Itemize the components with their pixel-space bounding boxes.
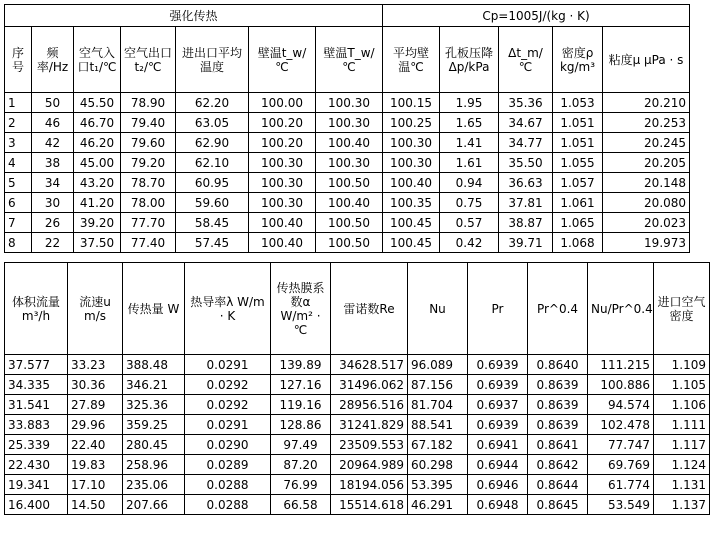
table-cell: 1.053 xyxy=(553,93,603,113)
col-header: 壁温T_w/℃ xyxy=(316,27,383,93)
col-header: 序号 xyxy=(5,27,32,93)
table-cell: 39.20 xyxy=(74,213,121,233)
table-cell: 37.50 xyxy=(74,233,121,253)
table-cell: 69.769 xyxy=(588,455,654,475)
table-cell: 31496.062 xyxy=(331,375,408,395)
table-cell: 0.8640 xyxy=(528,355,588,375)
table-row xyxy=(5,355,710,375)
table-cell: 100.40 xyxy=(383,173,440,193)
col-header: 热导率λ W/m · K xyxy=(185,263,271,355)
table-cell: 46 xyxy=(32,113,74,133)
table-cell: 0.6946 xyxy=(468,475,528,495)
table-cell: 8 xyxy=(5,233,32,253)
table-cell: 0.6944 xyxy=(468,455,528,475)
col-header: 空气出口t₂/℃ xyxy=(121,27,176,93)
table-cell: 39.71 xyxy=(499,233,553,253)
table-cell: 1.124 xyxy=(654,455,710,475)
table-cell: 0.0288 xyxy=(185,475,271,495)
table-cell: 0.0292 xyxy=(185,375,271,395)
table-cell: 100.40 xyxy=(249,213,316,233)
col-header: Pr^0.4 xyxy=(528,263,588,355)
table-cell: 53.395 xyxy=(408,475,468,495)
table-cell: 16.400 xyxy=(5,495,68,515)
table-cell: 14.50 xyxy=(68,495,123,515)
col-header: Pr xyxy=(468,263,528,355)
table-cell: 5 xyxy=(5,173,32,193)
table-cell: 20964.989 xyxy=(331,455,408,475)
table-cell: 61.774 xyxy=(588,475,654,495)
table-cell: 100.30 xyxy=(383,153,440,173)
table-cell: 96.089 xyxy=(408,355,468,375)
col-header: 进口空气密度 xyxy=(654,263,710,355)
table-cell: 15514.618 xyxy=(331,495,408,515)
table-cell: 60.298 xyxy=(408,455,468,475)
table-cell: 20.023 xyxy=(603,213,690,233)
table-cell: 87.20 xyxy=(271,455,331,475)
table-cell: 53.549 xyxy=(588,495,654,515)
table-cell: 388.48 xyxy=(123,355,185,375)
table-cell: 26 xyxy=(32,213,74,233)
table-row xyxy=(5,153,690,173)
table-cell: 19.341 xyxy=(5,475,68,495)
table-cell: 59.60 xyxy=(176,193,249,213)
table-cell: 100.45 xyxy=(383,213,440,233)
col-header: 孔板压降Δp/kPa xyxy=(440,27,499,93)
table-cell: 1.109 xyxy=(654,355,710,375)
table-cell: 78.90 xyxy=(121,93,176,113)
table-row xyxy=(5,213,690,233)
table-cell: 79.60 xyxy=(121,133,176,153)
table-cell: 81.704 xyxy=(408,395,468,415)
table-cell: 45.50 xyxy=(74,93,121,113)
table-row xyxy=(5,475,710,495)
table-cell: 38 xyxy=(32,153,74,173)
table-cell: 0.0291 xyxy=(185,355,271,375)
table-cell: 46.70 xyxy=(74,113,121,133)
table-cell: 88.541 xyxy=(408,415,468,435)
table-cell: 0.6939 xyxy=(468,355,528,375)
table-cell: 0.57 xyxy=(440,213,499,233)
table-cell: 1.065 xyxy=(553,213,603,233)
table-cell: 38.87 xyxy=(499,213,553,233)
table-cell: 0.0289 xyxy=(185,455,271,475)
table-cell: 0.94 xyxy=(440,173,499,193)
table-row xyxy=(5,133,690,153)
table-cell: 34628.517 xyxy=(331,355,408,375)
experiment-table-2 xyxy=(4,262,710,515)
table-cell: 25.339 xyxy=(5,435,68,455)
col-header: 体积流量 m³/h xyxy=(5,263,68,355)
table-cell: 1.65 xyxy=(440,113,499,133)
table-cell: 100.40 xyxy=(316,193,383,213)
table-cell: 128.86 xyxy=(271,415,331,435)
table-cell: 22 xyxy=(32,233,74,253)
table-cell: 0.8642 xyxy=(528,455,588,475)
table-cell: 100.20 xyxy=(249,113,316,133)
table-row xyxy=(5,435,710,455)
table-cell: 34 xyxy=(32,173,74,193)
table-cell: 100.20 xyxy=(249,133,316,153)
table-cell: 1.106 xyxy=(654,395,710,415)
table-row xyxy=(5,113,690,133)
table-cell: 20.205 xyxy=(603,153,690,173)
table-cell: 0.6941 xyxy=(468,435,528,455)
table-cell: 1.068 xyxy=(553,233,603,253)
table-cell: 258.96 xyxy=(123,455,185,475)
table-cell: 18194.056 xyxy=(331,475,408,495)
table-cell: 31.541 xyxy=(5,395,68,415)
table-cell: 37.577 xyxy=(5,355,68,375)
table-cell: 22.430 xyxy=(5,455,68,475)
table-cell: 100.886 xyxy=(588,375,654,395)
table-cell: 29.96 xyxy=(68,415,123,435)
table-cell: 20.080 xyxy=(603,193,690,213)
table-row xyxy=(5,193,690,213)
table-cell: 0.0292 xyxy=(185,395,271,415)
table-cell: 127.16 xyxy=(271,375,331,395)
table-cell: 119.16 xyxy=(271,395,331,415)
table-cell: 36.63 xyxy=(499,173,553,193)
table-cell: 41.20 xyxy=(74,193,121,213)
table-cell: 0.6939 xyxy=(468,375,528,395)
table-cell: 100.40 xyxy=(316,133,383,153)
table-cell: 27.89 xyxy=(68,395,123,415)
table-row xyxy=(5,375,710,395)
table-cell: 4 xyxy=(5,153,32,173)
table-cell: 77.70 xyxy=(121,213,176,233)
table-cell: 1.131 xyxy=(654,475,710,495)
table-cell: 30 xyxy=(32,193,74,213)
table-cell: 100.50 xyxy=(316,233,383,253)
table-cell: 0.8639 xyxy=(528,375,588,395)
table-cell: 1.057 xyxy=(553,173,603,193)
table-title-left: 强化传热 xyxy=(5,5,383,27)
table-cell: 0.0291 xyxy=(185,415,271,435)
table-cell: 359.25 xyxy=(123,415,185,435)
table-cell: 78.00 xyxy=(121,193,176,213)
table-cell: 100.15 xyxy=(383,93,440,113)
table-title-right: Cp=1005J/(kg · K) xyxy=(383,5,690,27)
table-row xyxy=(5,455,710,475)
col-header: 平均壁温℃ xyxy=(383,27,440,93)
table-row xyxy=(5,233,690,253)
table-cell: 34.335 xyxy=(5,375,68,395)
table-cell: 1.117 xyxy=(654,435,710,455)
table-cell: 77.747 xyxy=(588,435,654,455)
table-cell: 43.20 xyxy=(74,173,121,193)
col-header: Nu/Pr^0.4 xyxy=(588,263,654,355)
table-cell: 45.00 xyxy=(74,153,121,173)
table-cell: 20.148 xyxy=(603,173,690,193)
table-cell: 1.051 xyxy=(553,133,603,153)
col-header: 密度ρ kg/m³ xyxy=(553,27,603,93)
table-cell: 100.30 xyxy=(316,113,383,133)
table-cell: 346.21 xyxy=(123,375,185,395)
table-cell: 46.291 xyxy=(408,495,468,515)
table-cell: 58.45 xyxy=(176,213,249,233)
table1-header-row xyxy=(5,27,690,93)
table-row xyxy=(5,173,690,193)
table-cell: 42 xyxy=(32,133,74,153)
table-row xyxy=(5,415,710,435)
table-cell: 1.055 xyxy=(553,153,603,173)
table-cell: 22.40 xyxy=(68,435,123,455)
table-cell: 1.105 xyxy=(654,375,710,395)
table-cell: 34.77 xyxy=(499,133,553,153)
table-cell: 33.883 xyxy=(5,415,68,435)
table-cell: 20.245 xyxy=(603,133,690,153)
table-cell: 100.50 xyxy=(316,173,383,193)
table-cell: 139.89 xyxy=(271,355,331,375)
table-cell: 100.35 xyxy=(383,193,440,213)
table-cell: 1.95 xyxy=(440,93,499,113)
table-cell: 0.6939 xyxy=(468,415,528,435)
table-cell: 94.574 xyxy=(588,395,654,415)
table-cell: 0.0290 xyxy=(185,435,271,455)
table-cell: 100.40 xyxy=(249,233,316,253)
table-cell: 100.30 xyxy=(383,133,440,153)
table-cell: 19.83 xyxy=(68,455,123,475)
table-cell: 235.06 xyxy=(123,475,185,495)
table-cell: 97.49 xyxy=(271,435,331,455)
table-cell: 35.36 xyxy=(499,93,553,113)
table-cell: 100.30 xyxy=(249,153,316,173)
col-header: 频率/Hz xyxy=(32,27,74,93)
col-header: Δt_m/℃ xyxy=(499,27,553,93)
table-cell: 76.99 xyxy=(271,475,331,495)
table-cell: 0.6948 xyxy=(468,495,528,515)
table-cell: 77.40 xyxy=(121,233,176,253)
table-cell: 100.45 xyxy=(383,233,440,253)
table-cell: 78.70 xyxy=(121,173,176,193)
table-cell: 1.137 xyxy=(654,495,710,515)
table-cell: 3 xyxy=(5,133,32,153)
table2-header-row xyxy=(5,263,710,355)
table-row xyxy=(5,395,710,415)
col-header: 粘度μ μPa · s xyxy=(603,27,690,93)
table-cell: 0.8641 xyxy=(528,435,588,455)
table-cell: 102.478 xyxy=(588,415,654,435)
table-cell: 62.90 xyxy=(176,133,249,153)
table-cell: 100.50 xyxy=(316,213,383,233)
experiment-table-1 xyxy=(4,4,690,253)
table-cell: 100.25 xyxy=(383,113,440,133)
table-cell: 100.30 xyxy=(316,153,383,173)
table-row xyxy=(5,495,710,515)
table-cell: 7 xyxy=(5,213,32,233)
table-cell: 19.973 xyxy=(603,233,690,253)
table-cell: 57.45 xyxy=(176,233,249,253)
table-cell: 100.30 xyxy=(249,193,316,213)
table-cell: 60.95 xyxy=(176,173,249,193)
table-cell: 100.30 xyxy=(316,93,383,113)
table-cell: 62.10 xyxy=(176,153,249,173)
table-cell: 46.20 xyxy=(74,133,121,153)
col-header: 雷诺数Re xyxy=(331,263,408,355)
table-cell: 0.42 xyxy=(440,233,499,253)
table-cell: 280.45 xyxy=(123,435,185,455)
table-cell: 79.40 xyxy=(121,113,176,133)
col-header: 传热量 W xyxy=(123,263,185,355)
table-cell: 62.20 xyxy=(176,93,249,113)
table-cell: 30.36 xyxy=(68,375,123,395)
table-cell: 325.36 xyxy=(123,395,185,415)
table-cell: 100.30 xyxy=(249,173,316,193)
table-cell: 207.66 xyxy=(123,495,185,515)
table-cell: 0.8639 xyxy=(528,415,588,435)
table-cell: 0.6937 xyxy=(468,395,528,415)
table-cell: 37.81 xyxy=(499,193,553,213)
table-cell: 111.215 xyxy=(588,355,654,375)
table-cell: 0.75 xyxy=(440,193,499,213)
table-cell: 0.8645 xyxy=(528,495,588,515)
table-cell: 1.111 xyxy=(654,415,710,435)
table-row xyxy=(5,93,690,113)
table-cell: 1.41 xyxy=(440,133,499,153)
col-header: 空气入口t₁/℃ xyxy=(74,27,121,93)
table-cell: 28956.516 xyxy=(331,395,408,415)
table-cell: 79.20 xyxy=(121,153,176,173)
col-header: 进出口平均温度 xyxy=(176,27,249,93)
col-header: Nu xyxy=(408,263,468,355)
table-cell: 20.210 xyxy=(603,93,690,113)
table-cell: 0.8639 xyxy=(528,395,588,415)
table-cell: 66.58 xyxy=(271,495,331,515)
col-header: 传热膜系数α W/m² · ℃ xyxy=(271,263,331,355)
col-header: 壁温t_w/℃ xyxy=(249,27,316,93)
table-cell: 87.156 xyxy=(408,375,468,395)
table-cell: 33.23 xyxy=(68,355,123,375)
table-cell: 50 xyxy=(32,93,74,113)
table-cell: 0.0288 xyxy=(185,495,271,515)
table-cell: 6 xyxy=(5,193,32,213)
table-cell: 1.051 xyxy=(553,113,603,133)
table-cell: 1.061 xyxy=(553,193,603,213)
table-cell: 2 xyxy=(5,113,32,133)
table-cell: 23509.553 xyxy=(331,435,408,455)
table-cell: 0.8644 xyxy=(528,475,588,495)
table-cell: 35.50 xyxy=(499,153,553,173)
table-cell: 63.05 xyxy=(176,113,249,133)
table-cell: 100.00 xyxy=(249,93,316,113)
table-cell: 20.253 xyxy=(603,113,690,133)
table-cell: 31241.829 xyxy=(331,415,408,435)
table-cell: 34.67 xyxy=(499,113,553,133)
col-header: 流速u m/s xyxy=(68,263,123,355)
table-cell: 1.61 xyxy=(440,153,499,173)
table-cell: 17.10 xyxy=(68,475,123,495)
table-cell: 1 xyxy=(5,93,32,113)
table-cell: 67.182 xyxy=(408,435,468,455)
